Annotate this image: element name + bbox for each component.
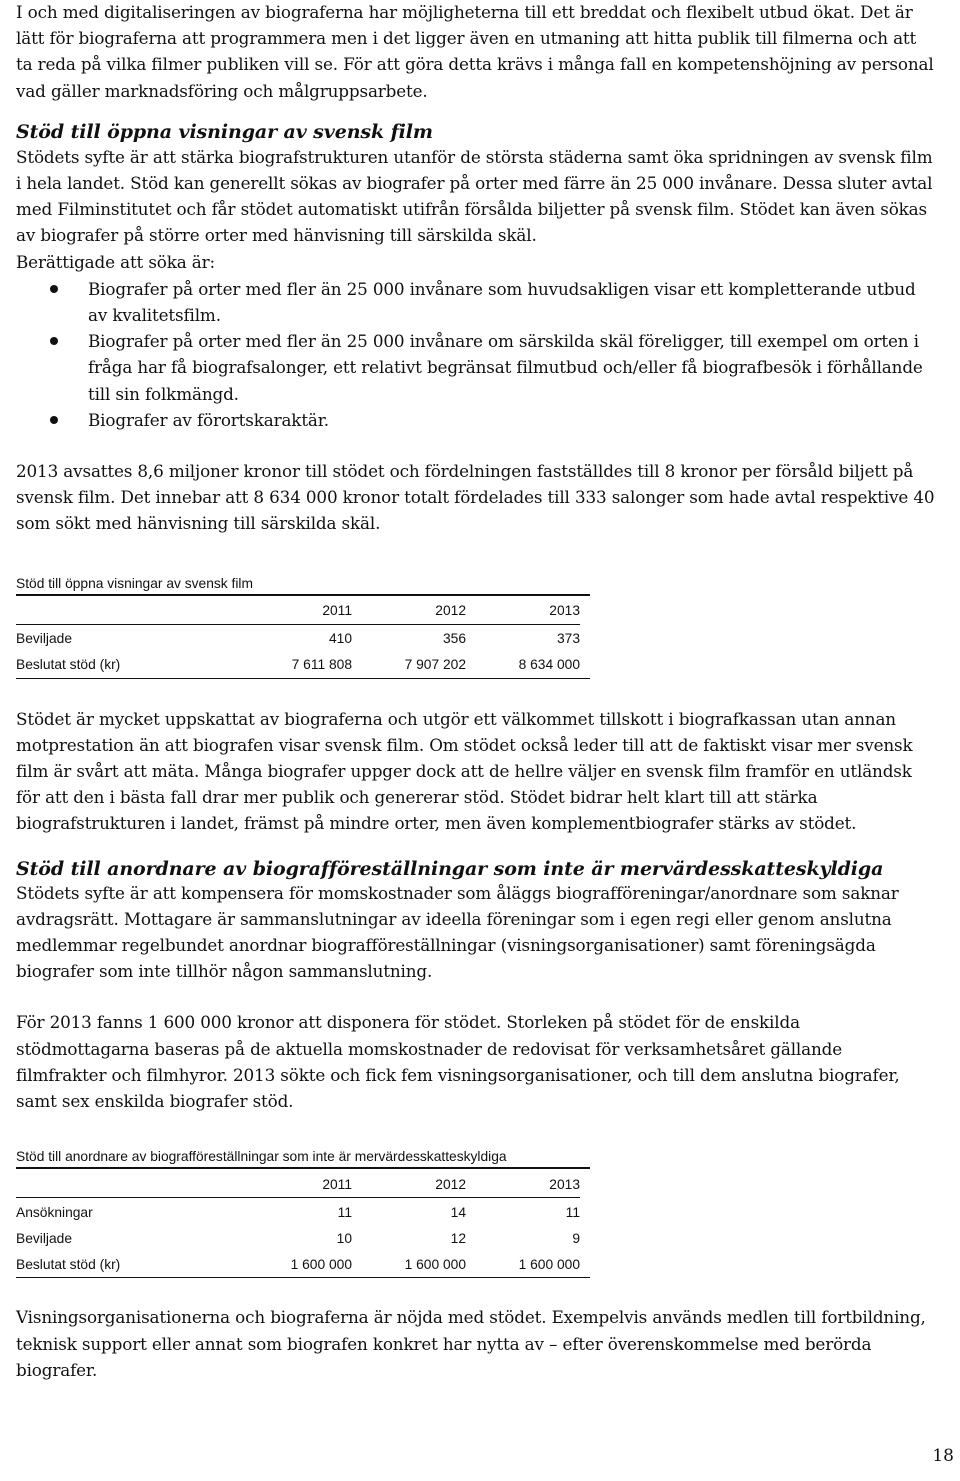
table-bottom-rule [16, 1277, 590, 1278]
document-page [16, 0, 936, 1383]
table-cell: 356 [442, 631, 466, 647]
section-heading-vat-organizers: Stöd till anordnare av biografföreställningar som inte är mervärdesskatteskyldiga [16, 857, 884, 880]
list-item: Biografer på orter med fler än 25 000 invånare som huvudsakligen visar ett kompletterande utbud av kvalitetsfilm. [16, 276, 936, 328]
table-cell: 7 611 808 [291, 657, 352, 673]
table-caption: Stöd till anordnare av biografföreställningar som inte är mervärdesskatteskyldiga [16, 1149, 507, 1165]
row-label: Beslutat stöd (kr) [16, 1256, 121, 1272]
table-cell: 14 [450, 1204, 466, 1220]
table-cell: 11 [565, 1204, 580, 1220]
table-row [16, 652, 580, 678]
section2-paragraph-2: För 2013 fanns 1 600 000 kronor att disponera för stödet. Storleken på stödet för de enskilda stödmottagarna baseras på de aktuella momskostnader de redovisat för verksamhetsåret gällande filmfrakter och filmhyror. 2013 sökte och fick fem visningsorganisationer, och till dem anslutna biografer, samt sex enskilda biografer stöd. [16, 1012, 900, 1112]
column-header: 2013 [549, 603, 580, 619]
page-number: 18 [932, 1446, 954, 1466]
table-cell: 7 907 202 [404, 657, 466, 673]
table-row [16, 1199, 580, 1225]
table-row [16, 1225, 580, 1251]
table-cell: 373 [556, 631, 580, 647]
table-row [16, 626, 580, 652]
table-header-row [16, 598, 580, 624]
section1-paragraph-2: 2013 avsattes 8,6 miljoner kronor till stödet och fördelningen fastställdes till 8 kronor per försåld biljett på svensk film. Det innebar att 8 634 000 kronor totalt fördelades till 333 salonger som hade avtal respektive 40 som sökt med hänvisning till särskilda skäl. [16, 461, 935, 534]
column-header: 2012 [435, 1176, 466, 1192]
table-cell: 410 [328, 631, 352, 647]
section2-paragraph-3: Visningsorganisationerna och biograferna är nöjda med stödet. Exempelvis används medlen till fortbildning, teknisk support eller annat som biografen konkret har nytta av – efter överenskommelse med berörda biografer. [16, 1307, 926, 1380]
list-item: Biografer på orter med fler än 25 000 invånare om särskilda skäl föreligger, till exempel om orten i fråga har få biografsalonger, ett relativt begränsat filmutbud och/eller få biografbesök i förhållande till sin folkmängd. [16, 328, 936, 407]
table-header-rule [16, 624, 580, 625]
table-header-rule [16, 1197, 580, 1198]
table-cell: 11 [337, 1204, 352, 1220]
eligible-label: Berättigade att söka är: [16, 251, 216, 272]
column-header: 2013 [549, 1176, 580, 1192]
section1-paragraph-3: Stödet är mycket uppskattat av biograferna och utgör ett välkommet tillskott i biografkassan utan annan motprestation än att biografen visar svensk film. Om stödet också leder till att de faktiskt visar mer svensk film är svårt att mäta. Många biografer uppger dock att de hellre väljer en svensk film framför en utländsk för att den i bästa fall drar mer publik och genererar stöd. Stödet bidrar helt klart till att stärka biografstrukturen i landet, främst på mindre orter, men även komplementbiografer stärks av stödet. [16, 708, 913, 834]
section1-paragraph: Stödets syfte är att stärka biografstrukturen utanför de största städerna samt öka spridningen av svensk film i hela landet. Stöd kan generellt sökas av biografer på orter med färre än 25 000 invånare. Dessa sluter avtal med Filminstitutet och får stödet automatiskt utifrån försålda biljetter på svensk film. Stödet kan även sökas av biografer på större orter med hänvisning till särskilda skäl. [16, 146, 933, 246]
column-header: 2011 [322, 603, 352, 619]
section2-paragraph: Stödets syfte är att kompensera för momskostnader som åläggs biografföreningar/anordnare som saknar avdragsrätt. Mottagare är sammanslutningar av ideella föreningar som i egen regi eller genom anslutna medlemmar regelbundet anordnar biografföreställningar (visningsorganisationer) samt föreningsägda biografer som inte tillhör någon sammanslutning. [16, 882, 899, 982]
table-cell: 8 634 000 [518, 657, 580, 673]
bullet-icon [50, 416, 58, 424]
table-cell: 1 600 000 [404, 1256, 466, 1272]
table-cell: 1 600 000 [290, 1256, 352, 1272]
column-header: 2011 [322, 1176, 352, 1192]
row-label: Beviljade [16, 631, 72, 647]
table-header-row [16, 1171, 580, 1197]
table-cell: 10 [336, 1230, 352, 1246]
table-cell: 12 [450, 1230, 466, 1246]
list-item: Biografer av förortskaraktär. [16, 407, 936, 433]
table-open-screenings [16, 574, 936, 679]
row-label: Ansökningar [16, 1204, 93, 1220]
table-caption: Stöd till öppna visningar av svensk film [16, 575, 253, 591]
column-header: 2012 [435, 603, 466, 619]
bullet-icon [50, 337, 58, 345]
row-label: Beslutat stöd (kr) [16, 657, 121, 673]
row-label: Beviljade [16, 1230, 72, 1246]
section-heading-open-screenings: Stöd till öppna visningar av svensk film [16, 120, 433, 143]
table-top-rule [16, 1167, 590, 1169]
table-vat-organizers [16, 1147, 936, 1278]
eligibility-list [16, 276, 936, 433]
bullet-icon [50, 285, 58, 293]
table-top-rule [16, 594, 590, 596]
table-cell: 1 600 000 [518, 1256, 580, 1272]
table-cell: 9 [572, 1230, 580, 1246]
table-row [16, 1251, 580, 1277]
table-bottom-rule [16, 678, 590, 679]
intro-paragraph: I och med digitaliseringen av biograferna har möjligheterna till ett breddat och flexibelt utbud ökat. Det är lätt för biograferna att programmera men i det ligger även en utmaning att hitta publik till filmerna och att ta reda på vilka filmer publiken vill se. För att göra detta krävs i många fall en kompetenshöjning av personal vad gäller marknadsföring och målgruppsarbete. [16, 2, 934, 101]
